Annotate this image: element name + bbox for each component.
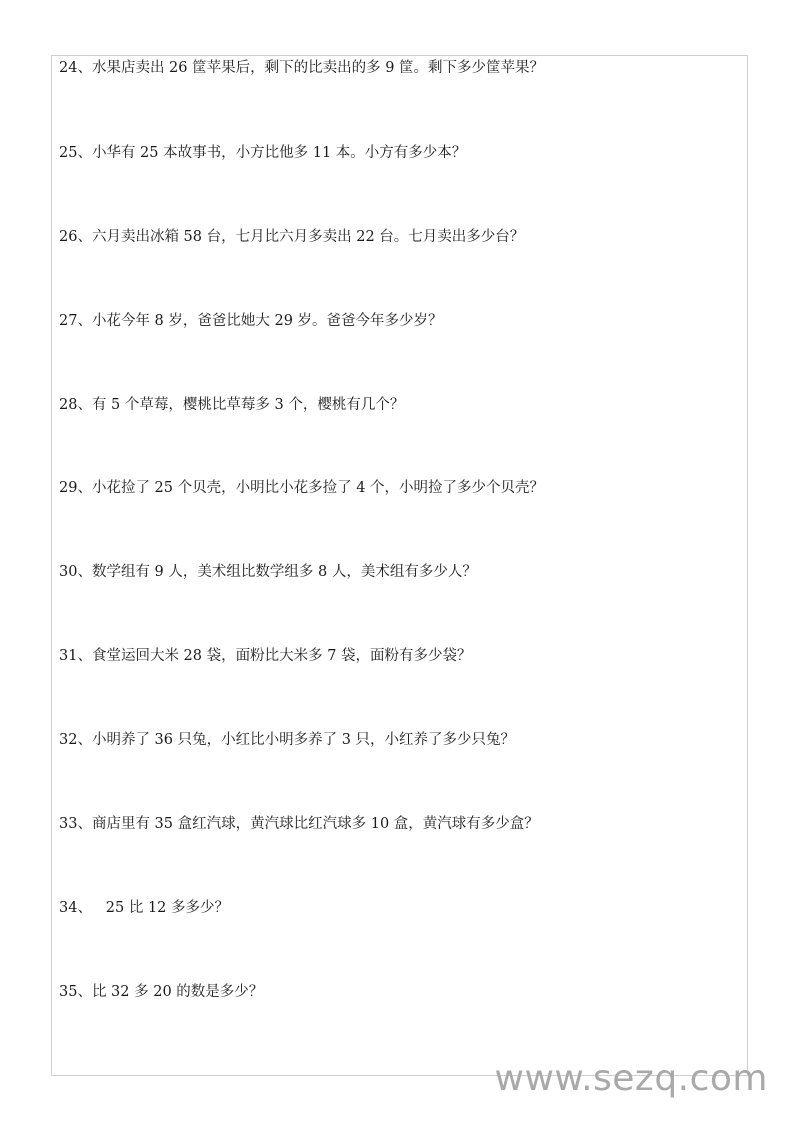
- watermark: www.sezq.com: [494, 1058, 768, 1099]
- problem-31: 31、食堂运回大米 28 袋，面粉比大米多 7 袋，面粉有多少袋？: [59, 648, 472, 664]
- problem-25: 25、小华有 25 本故事书，小方比他多 11 本。小方有多少本？: [59, 145, 467, 161]
- problem-29: 29、小花捡了 25 个贝壳，小明比小花多捡了 4 个，小明捡了多少个贝壳？: [59, 480, 545, 496]
- problem-28: 28、有 5 个草莓，樱桃比草莓多 3 个，樱桃有几个？: [59, 397, 405, 413]
- problem-35: 35、比 32 多 20 的数是多少？: [59, 984, 264, 1000]
- problem-32: 32、小明养了 36 只兔，小红比小明多养了 3 只，小红养了多少只兔？: [59, 732, 516, 748]
- problem-24: 24、水果店卖出 26 筐苹果后，剩下的比卖出的多 9 筐。剩下多少筐苹果？: [59, 60, 545, 76]
- problem-33: 33、商店里有 35 盒红汽球，黄汽球比红汽球多 10 盒，黄汽球有多少盒？: [59, 816, 539, 832]
- problem-26: 26、六月卖出冰箱 58 台，七月比六月多卖出 22 台。七月卖出多少台？: [59, 229, 525, 245]
- problem-34: 34、 25 比 12 多多少？: [59, 900, 230, 916]
- problem-30: 30、数学组有 9 人，美术组比数学组多 8 人，美术组有多少人？: [59, 564, 477, 580]
- problem-27: 27、小花今年 8 岁，爸爸比她大 29 岁。爸爸今年多少岁？: [59, 313, 443, 329]
